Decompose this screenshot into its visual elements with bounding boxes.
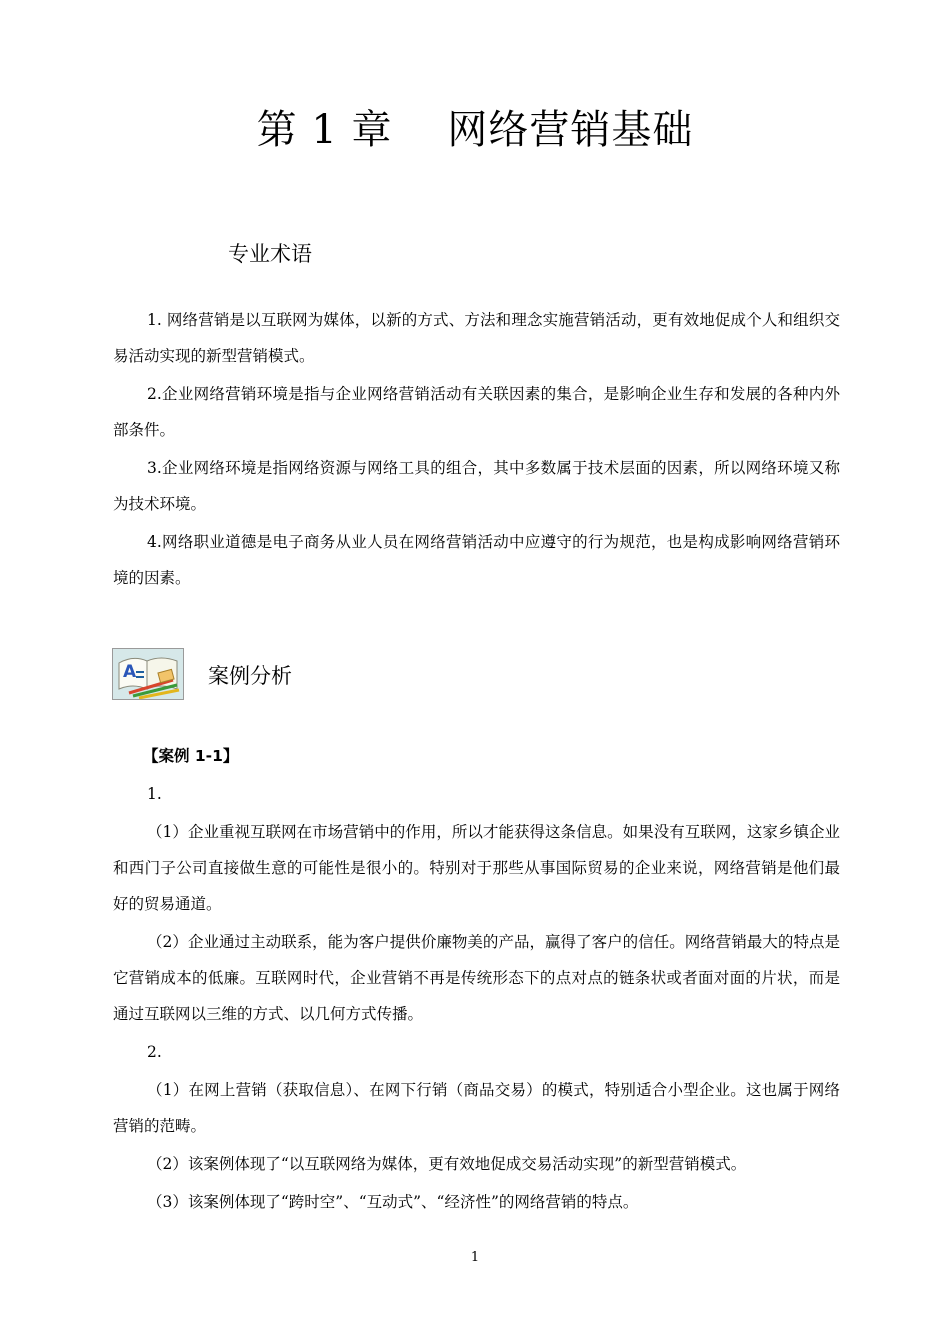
terms-heading: 专业术语 (228, 242, 312, 266)
case-paragraph: （1）企业重视互联网在市场营销中的作用，所以才能获得这条信息。如果没有互联网，这家乡镇企业和西门子公司直接做生意的可能性是很小的。特别对于那些从事国际贸易的企业来说，网络营销是他们最好的贸易通道。 (113, 823, 840, 913)
case-analysis-heading: 案例分析 (208, 664, 292, 688)
case-paragraph: （2）企业通过主动联系，能为客户提供价廉物美的产品，赢得了客户的信任。网络营销最大的特点是它营销成本的低廉。互联网时代，企业营销不再是传统形态下的点对点的链条状或者面对面的片状，而是通过互联网以三维的方式、以几何方式传播。 (113, 933, 840, 1023)
case-paragraph: （2）该案例体现了“以互联网络为媒体，更有效地促成交易活动实现”的新型营销模式。 (147, 1155, 747, 1173)
term-item: 1. 网络营销是以互联网为媒体，以新的方式、方法和理念实施营销活动，更有效地促成个人和组织交易活动实现的新型营销模式。 (113, 311, 840, 365)
book-letter-a-icon (112, 648, 184, 700)
chapter-title: 第 1 章 网络营销基础 (256, 107, 694, 153)
case-analysis-body (113, 738, 840, 1222)
term-item: 3.企业网络环境是指网络资源与网络工具的组合，其中多数属于技术层面的因素，所以网络环境又称为技术环境。 (113, 459, 840, 513)
page-number: 1 (470, 1250, 480, 1265)
case-part-number: 1. (147, 785, 162, 803)
case-label: 【案例 1-1】 (143, 747, 239, 765)
term-item: 2.企业网络营销环境是指与企业网络营销活动有关联因素的集合，是影响企业生存和发展的各种内外部条件。 (113, 385, 840, 439)
case-paragraph: （3）该案例体现了“跨时空”、“互动式”、“经济性”的网络营销的特点。 (147, 1193, 639, 1211)
terms-list (113, 302, 840, 598)
case-paragraph: （1）在网上营销（获取信息）、在网下行销（商品交易）的模式，特别适合小型企业。这也属于网络营销的范畴。 (113, 1081, 840, 1135)
term-item: 4.网络职业道德是电子商务从业人员在网络营销活动中应遵守的行为规范，也是构成影响网络营销环境的因素。 (113, 533, 840, 587)
svg-text:A: A (123, 662, 137, 682)
case-part-number: 2. (147, 1043, 162, 1061)
